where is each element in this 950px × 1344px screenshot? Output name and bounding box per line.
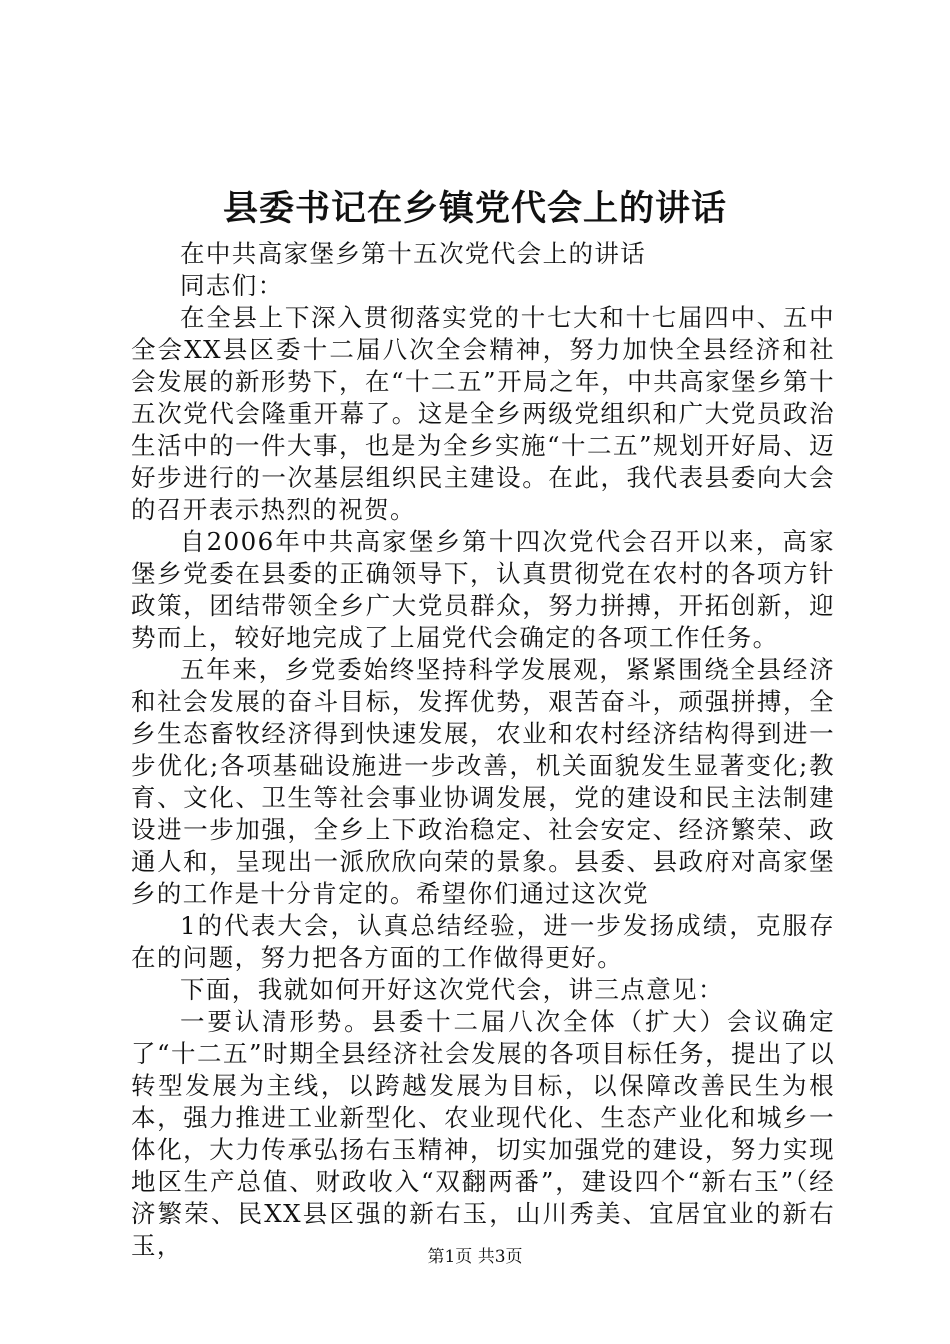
document-body: [131, 238, 835, 1262]
document-title: 县委书记在乡镇党代会上的讲话: [222, 188, 727, 229]
body-paragraph: 在全县上下深入贯彻落实党的十七大和十七届四中、五中全会XX县区委十二届八次全会精神，努力加快全县经济和社会发展的新形势下，在“十二五”开局之年，中共高家堡乡第十五次党代会隆重开幕了。这是全乡两级党组织和广大党员政治生活中的一件大事，也是为全乡实施“十二五”规划开好局、迈好步进行的一次基层组织民主建设。在此，我代表县委向大会的召开表示热烈的祝贺。: [131, 303, 835, 524]
salutation-paragraph: 同志们：: [180, 271, 284, 300]
body-paragraph: 一要认清形势。县委十二届八次全体（扩大）会议确定了“十二五”时期全县经济社会发展的各项目标任务，提出了以转型发展为主线，以跨越发展为目标，以保障改善民生为根本，强力推进工业新型化、农业现代化、生态产业化和城乡一体化，大力传承弘扬右玉精神，切实加强党的建设，努力实现地区生产总值、财政收入“双翻两番”，建设四个“新右玉”（经济繁荣、民XX县区强的新右玉，山川秀美、宜居宜业的新右玉，: [131, 1007, 835, 1260]
body-paragraph: 自2006年中共高家堡乡第十四次党代会召开以来，高家堡乡党委在县委的正确领导下，认真贯彻党在农村的各项方针政策，团结带领全乡广大党员群众，努力拼搏，开拓创新，迎势而上，较好地完成了上届党代会确定的各项工作任务。: [131, 527, 835, 652]
body-paragraph: 五年来，乡党委始终坚持科学发展观，紧紧围绕全县经济和社会发展的奋斗目标，发挥优势，艰苦奋斗，顽强拼搏，全乡生态畜牧经济得到快速发展，农业和农村经济结构得到进一步优化;各项基础设施进一步改善，机关面貌发生显著变化;教育、文化、卫生等社会事业协调发展，党的建设和民主法制建设进一步加强，全乡上下政治稳定、社会安定、经济繁荣、政通人和，呈现出一派欣欣向荣的景象。县委、县政府对高家堡乡的工作是十分肯定的。希望你们通过这次党: [131, 655, 835, 908]
body-paragraph: 下面，我就如何开好这次党代会，讲三点意见：: [180, 975, 724, 1004]
subtitle-paragraph: 在中共高家堡乡第十五次党代会上的讲话: [180, 239, 647, 268]
body-paragraph: 1的代表大会，认真总结经验，进一步发扬成绩，克服存在的问题，努力把各方面的工作做得更好。: [131, 911, 835, 972]
page-footer: 第1页 共3页: [427, 1247, 523, 1267]
